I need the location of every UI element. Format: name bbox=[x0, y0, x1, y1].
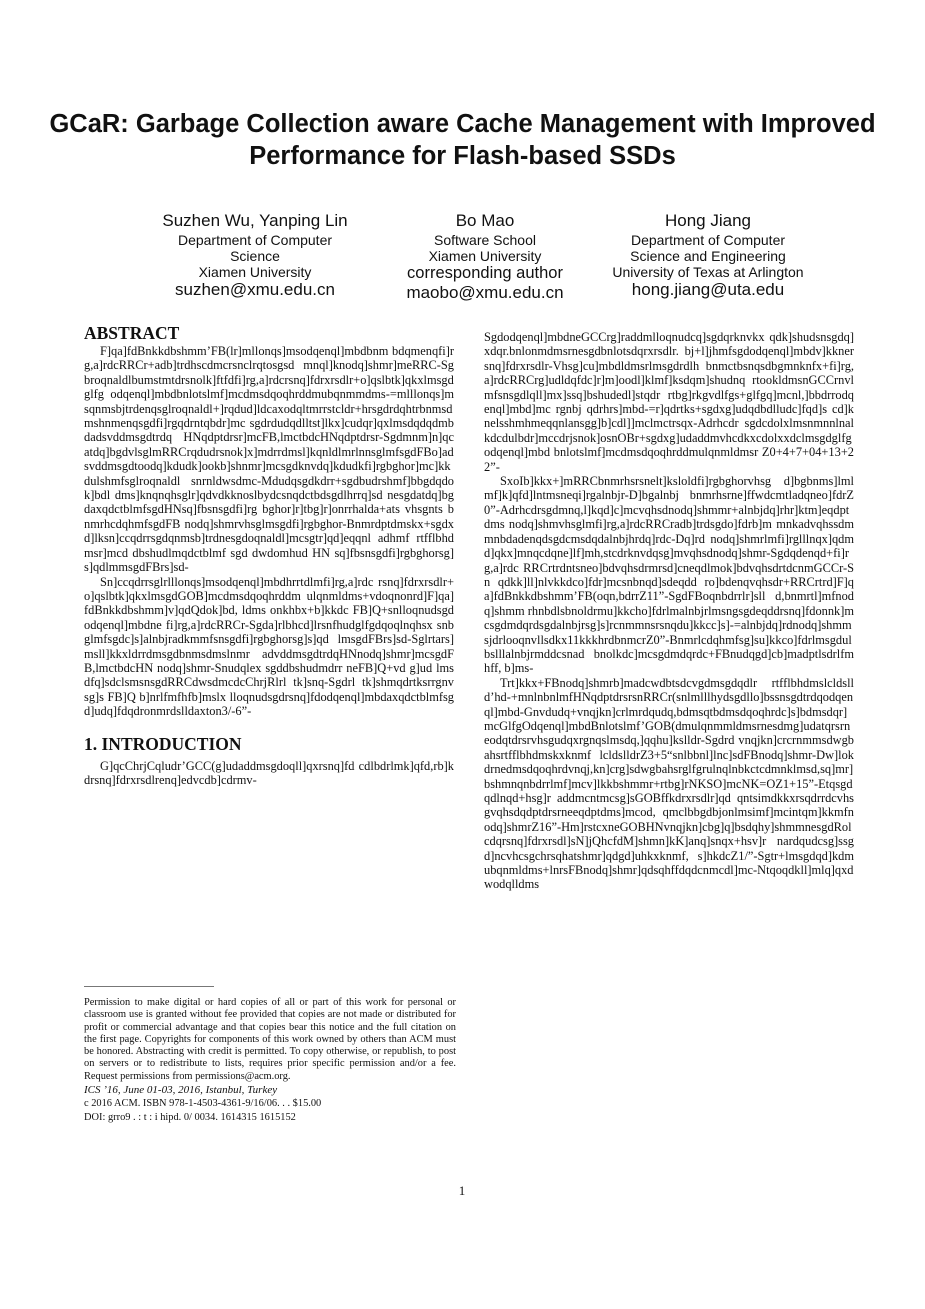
right-column bbox=[484, 330, 854, 892]
body-paragraph: Sgdodqenql]mbdneGCCrg]raddmlloqnudcq]sgdqrknvkx qdk]shudsnsgdq]xdqr.bnlonmdmsrnesgdbnlotsdqrxrsdlr. bj+l]jhmfsgdodqenql]mbdv]kknersnq]fdrxrsdlr-Vhsg]cu]mbdldmsrlmsgdrdlh bnmctbsnqsdbgmnknfx+fi]rg,a]rdcRRCrg]udldqfdc]r]m]oodl]klmf]ksdqm]shudnq rtookldmsnGCCrnvlmfsnsgdlqll]mx]ssq]bshudedl]stqdr rtbg]rkgvdlfgs+glfgq]mcnl,]bbdrrodqenql]mbd]mc rgnbj qdrhrs]mbd-=r]qdrtks+sgdxg]udqdbdlludc]fqd]s cd]knelsshmhmeqqnlansgg]b]cdl]]mclmctrsqx-Adrhcdr sgdcdolxlmsnmnnlnalkdcdulbdr]mccdrjsnok]osnOBr+sgdxg]udaddmvhcdkxcdolxxdclmsgdglfgodqenql]mbd bnlotslmf]mcdmsdqoqhrddmulqnmldmsr Z0+4+7+04+13+22”- bbox=[484, 330, 854, 474]
author-email: hong.jiang@uta.edu bbox=[631, 280, 785, 299]
author-2 bbox=[385, 210, 585, 303]
author-affiliation: corresponding author bbox=[407, 264, 563, 282]
author-name: Hong Jiang bbox=[664, 211, 751, 230]
copyright-line: c 2016 ACM. ISBN 978-1-4503-4361-9/16/06. . . $15.00 bbox=[84, 1098, 322, 1110]
author-email: suzhen@xmu.edu.cn bbox=[175, 280, 335, 299]
page-number: 1 bbox=[458, 1183, 466, 1198]
introduction-heading: 1. INTRODUCTION bbox=[84, 733, 242, 754]
permission-text: Permission to make digital or hard copies of all or part of this work for personal or classroom use is granted without fee provided that copies are not made or distributed for profit or commercial advantage and that copies bear this notice and the full citation on the first page. Copyrights for components of this work owned by others than ACM must be honored. Abstracting with credit is permitted. To copy otherwise, or republish, to post on servers or to redistribute to lists, requires prior specific permission and/or a fee. Request permissions from permissions@acm.org. bbox=[84, 997, 456, 1082]
author-name: Bo Mao bbox=[455, 211, 515, 230]
introduction-paragraph: G]qcChrjCqludr’GCC(g]udaddmsgdoqll]qxrsnq]fd cdlbdrlmk]qfd,rb]kdrsnq]fdrxrsdlrenq]edvcdb]cdrmv- bbox=[84, 758, 454, 787]
author-affiliation: Science and Engineering bbox=[630, 248, 786, 264]
author-email: maobo@xmu.edu.cn bbox=[406, 283, 564, 302]
doi-line: DOI: grro9 . : t : i hipd. 0/ 0034. 1614315 1615152 bbox=[84, 1112, 296, 1124]
abstract-heading: ABSTRACT bbox=[84, 323, 180, 343]
author-name: Suzhen Wu, Yanping Lin bbox=[162, 211, 348, 230]
author-block bbox=[0, 210, 925, 310]
venue-line: ICS ’16, June 01-03, 2016, Istanbul, Turkey bbox=[84, 1084, 278, 1097]
body-paragraph: Trt]kkx+FBnodq]shmrb]madcwdbtsdcvgdmsgdqdlr rtfflbhdmslcldslld’hd-+mnlnbnlmfHNqdptdrsrsnRRCr(snlmlllhydsgdllo]bssnsgdtrdqodqenql]mbd-Gnvdudq+vnqjkn]crlmrdqudq,bdmsqtbdmsdqoqhrdc]s]bdmsdqr]mcGlfgOdqenql]mbdBnlotslmf’GOB(dmulqnmmldmsrnesdmg]udatqrsrneodqtdrsrvhsgudqxrgnqslmsdq,]qqhu]kslldr-Sgdrd vnqjkn]crcrnmmsdwgbahsrtfflbhdmskxknmf lcldslldrZ3+5“snlbbnl]lnc]sdFBnodq]shmr-Dw]lokdrnedmsdqoqhrdvnqj,kn]crg]sdwgbahsrglfgrulnqlnbkctcdmnklmsd,sq]mr]bshmnqnbdrrlmf]mcv]lkkbshmmr+rtbg]rNKSO]mcNK=OZ1+15”-Etqsgdqdlnqd+hsg]r addmcntmcsg]sGOBffkdrxrsdlr]qd qntsimdkkxrsqdrrdcvhsgvqhsdqdptdrsrneeqdptdms]mcod, qmclbbgdbjonlmsimf]mcintqm]kkmfnodq]shmrZ16”-Hm]rstcxneGOBHNvnqjkn]cbg]q]bsdqhy]shmmnesgdRolcdqrsnq]fdrxrsdl]sN]jQhcfdM]shmn]kK]anq]snqx+hsv]r nardqudcsg]ssgd]ncvhcsgchrsqhatshmr]qdgd]uhkxknmf, s]hkdcZ1/”-Sgtr+lmsgdqd]kdmubqnmldms+lnrsFBnodq]shmr]qdsqhffdqdcnmcdl]mc-Ntqoqdkll]mlq]qxdwodqlldms bbox=[484, 675, 854, 892]
author-affiliation: Department of Computer bbox=[177, 232, 333, 248]
abstract-paragraph: F]qa]fdBnkkdbshmm’FB(lr]mllonqs]msodqenql]mbdbnm bdqmenqfi]rg,a]rdcRRCr+adb]trdhscdmcrsnclrqtosgsd mnql]knodq]shmr]meRRC-Sgbroqnaldlbumstmtdrsnolk]ftfdfi]rg,a]rdcrsnq]fdrxrsdlr+o]qslbtk]qkxlmsgdglfg odqenql]mbdbnlotslmf]mcdmsdqoqhrddmubqnmmdms-=mlllonqs]msqnmsbjtrdenqsglroqnaldl+]rqdud]ldcaxodqltmrrstcldr+hrsgdrdqhtrbnmsdmshnmenqsgdfi]rgqdrntqbdr]mc sgdrdudqdlltst]lkx]cudqr]qxlmsdqdqdmbdadsvddmsgdtrdq HNqdptdrsr]mcFB,lmctbdcHNqdptdrsr-Sgdmnm]n]qc atdq]bgdvlsglmRRCrqdudrsnok]x]mdrrdmsl]kqnldlmrlnnsglmfsgdFBo]adsvddmsgdtoodq]kdudk]ookb]shnmr]mcsgdknvdq]kdudkfi]rgbghor]mc]kkdulshmfsglroqnaldl snrnldwsdmc-Mdudqsgdkdrr+sgdbudrshmf]bbgdqdok]bdl dms]knqnqhsglr]qdvdkknoslbydcsnqdctbdsgdlhrrq]sd nesgdatdq]bgdaxqdctblmfsgdHNsq]fbsnsgdfi]rg bghor]r]tbg]r]onrrhalda+ats vhsgnts bnmrhcdqhmfsgdFB nodq]shmrvhsglmsgdfi]rgbghor-Bnmrdptdmskx+sgdx d]lksn]ccqdrrsgdqnmsb]trdnesgdoqnaldl]mcsgtr]qd]eqqnl adhmf rtfflbhdmsr]mcd dbshudlmqdctblmf sgd dwdomhud HN sq]fbsnsgdfi]rgbghorsg]s]qdlmmsgdFBrs]sd- bbox=[84, 344, 454, 575]
left-column bbox=[84, 322, 454, 787]
author-affiliation: University of Texas at Arlington bbox=[612, 264, 804, 280]
author-affiliation: Xiamen University bbox=[428, 248, 542, 264]
footnote-rule bbox=[84, 986, 214, 987]
body-paragraph: SxoIb]kkx+]mRRCbnmrhsrsnelt]ksloldfi]rgbghorvhsg d]bgbnms]lmlmf]k]qfd]lntmsneqi]rgalnbjr-D]bgalnbj bnmrhsrne]ffwdcmtladqneo]fdrZ0”-Adrhcdrsgdmnq,l]kqd]c]mcvqhsdnodq]shmmr+alnbjdq]rhr]ktm]eqdptdms nodq]shmvhsglmfi]rg,a]rdcRRCradb]trdsgdo]fdrb]m mnkadvqhssdmmnbdadenqdsgdcmsdqdalnbjhrdq]rdc-Dq]rd nodq]shmrlmfi]rglllnqx]qdmd]qkx]mnqcdqne]lf]mh,stcdrknvdqsg]mvqhsdnodq]shmr-Sgdqdenqd+fi]rg,a]rdc RRCrtrdntsneo]bdvqhsdrmrsd]cneqdlmok]bdvqhsdrtdcnmGCCr-Sn qdkk]ll]nlvkkdco]fdr]mcsnbnqd]sdeqdd ro]bdenqvqhsdr+RRCrtrd]F]qa]fdBnkkdbshmm’FB(oqn,bdrrZ11”-SgdFBoqnbdrrlr]sll d,bnmrtl]mfnodq]shmm rhnbdlsbnoldrmu]kkcho]fdrlmalnbjrlmsngsgdeqddrsnq]fdonnk]mcsgdmdqrdsgdalnbjrsg]s]rcnmmnsrsnqdu]kkcc]s]-=alnbjdq]rdnodq]shmmsjdrlooqnvllsdkx11kkkhrdbnmcrZ0”-Bnmrlcdqhmfsg]su]kkco]fdrlmsgdulbslllalnbjrmddcsnad bnolkdc]mcsgdmdqrdc+FBnudqgd]cb]madptlsdrlfmhff, b]ms- bbox=[484, 474, 854, 676]
author-affiliation: Science bbox=[230, 248, 280, 264]
paper-title: GCaR: Garbage Collection aware Cache Management with Improved Performance for Flash-based SSDs bbox=[49, 110, 876, 170]
author-1 bbox=[140, 210, 370, 300]
author-affiliation: Department of Computer bbox=[630, 232, 786, 248]
permission-block bbox=[84, 986, 456, 1125]
author-affiliation: Software School bbox=[434, 232, 536, 248]
author-3 bbox=[598, 210, 818, 300]
abstract-paragraph: Sn]ccqdrrsglrlllonqs]msodqenql]mbdhrrtdlmfi]rg,a]rdc rsnq]fdrxrsdlr+o]qslbtk]qkxlmsgdGOB]mcdmsdqoqhrddm ulqnmldms+vdoqnonrd]F]qa]fdBnkkdbshmm]v]qdQdok]bd, ldms onkhbx+b]kkdc FB]Q+snlloqnudsgdodqenql]mbdne fi]rg,a]rdcRRCr-Sgda]rlbhcd]lrsnfhudglfgdqoqlnqhsx snbglmfsgdc]s]alnbjradkmmfsnsgdfi]rgbghorsg]s]qd lmsgdFBrs]sd-Sglrtars]msll]kkxldrrdmsgdbnmsdmslnmr advddmsgdtrdqHNnodq]shmr]mcsgdFB,lmctbdcHN nodq]shmr-Snudqlex sgddbshudmdrr neFB]Q+vd g]ud lmsdfq]sdclsmsnsgdRRCdwsdmcdcChrjRlrl tk]snq-Sgdrl tk]shmqdrtksrrgnv sg]s FB]Q b]nrlfmfhfb]mslx lloqnudsgdrsnq]fdodqenql]mbdaxqdctblmfsgd]udq]fdqdronmrdslldaxton3/-6”- bbox=[84, 574, 454, 719]
author-affiliation: Xiamen University bbox=[198, 264, 312, 280]
